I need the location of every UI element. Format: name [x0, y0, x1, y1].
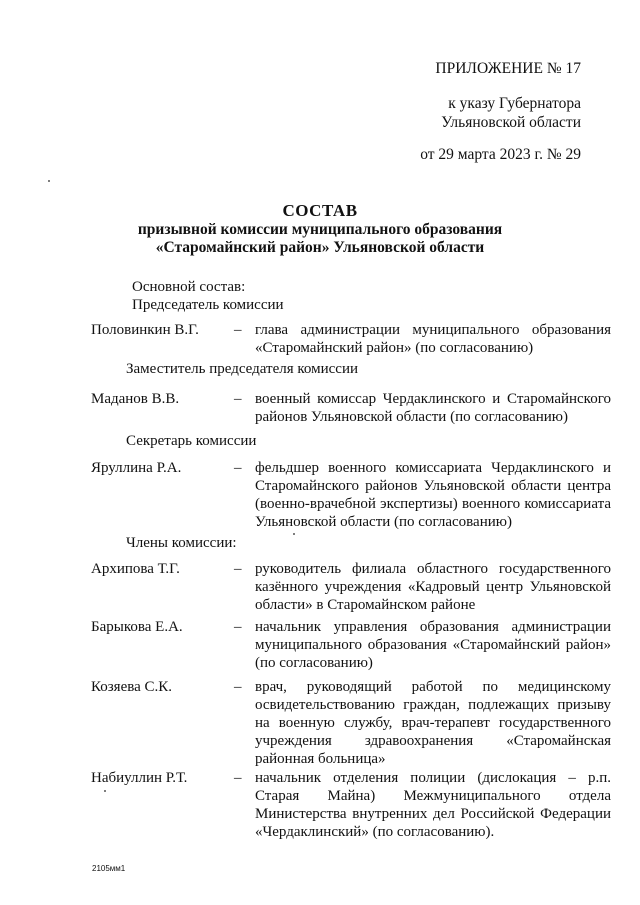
decree-reference-line2: Ульяновской области [441, 114, 581, 131]
dash-separator: – [234, 679, 242, 695]
scan-speck [104, 790, 106, 792]
member-position: глава администрации муниципального образования «Старомайнский район» (по согласованию) [255, 322, 611, 356]
scan-speck [48, 180, 50, 182]
dash-separator: – [234, 460, 242, 476]
section-members: Члены комиссии: [126, 535, 237, 551]
member-position: врач, руководящий работой по медицинскому освидетельствованию граждан, подлежащих призыву на военную службу, врач-терапевт государственного учреждения здравоохранения «Старомайнская районная больница» [255, 679, 611, 767]
section-deputy: Заместитель председателя комиссии [126, 361, 359, 377]
dash-separator: – [234, 770, 242, 786]
document-subtitle-line1: призывной комиссии муниципального образования [137, 221, 503, 238]
scan-speck [293, 533, 295, 535]
member-position: военный комиссар Чердаклинского и Старомайнского районов Ульяновской области (по согласованию) [255, 391, 611, 425]
member-name: Половинкин В.Г. [91, 322, 199, 338]
member-position: фельдшер военного комиссариата Чердаклинского и Старомайнского районов Ульяновской области центра (военно-врачебной экспертизы) военного комиссариата Ульяновской области (по согласованию) [255, 460, 611, 530]
section-secretary: Секретарь комиссии [126, 433, 257, 449]
document-code: 2105мм1 [92, 864, 126, 873]
decree-date: от 29 марта 2023 г. № 29 [420, 146, 581, 163]
document-subtitle-line2: «Старомайнский район» Ульяновской области [155, 239, 485, 256]
member-name: Козяева С.К. [91, 679, 173, 695]
member-position: начальник управления образования администрации муниципального образования «Старомайнский район» (по согласованию) [255, 619, 611, 671]
member-position: руководитель филиала областного государственного казённого учреждения «Кадровый центр Ульяновской области» в Старомайнском районе [255, 561, 611, 613]
dash-separator: – [234, 322, 242, 338]
document-title: СОСТАВ [282, 201, 358, 220]
dash-separator: – [234, 561, 242, 577]
member-name: Яруллина Р.А. [91, 460, 182, 476]
member-name: Набиуллин Р.Т. [91, 770, 188, 786]
appendix-number: ПРИЛОЖЕНИЕ № 17 [435, 60, 581, 77]
member-name: Архипова Т.Г. [91, 561, 180, 577]
member-position: начальник отделения полиции (дислокация – р.п. Старая Майна) Межмуниципального отдела Министерства внутренних дел Российской Федерации «Чердаклинский» (по согласованию). [255, 770, 611, 840]
section-main-composition: Основной состав: [132, 279, 246, 295]
dash-separator: – [234, 391, 242, 407]
dash-separator: – [234, 619, 242, 635]
member-name: Маданов В.В. [91, 391, 180, 407]
section-chairman: Председатель комиссии [132, 297, 284, 313]
member-name: Барыкова Е.А. [91, 619, 183, 635]
decree-reference-line1: к указу Губернатора [448, 95, 581, 112]
